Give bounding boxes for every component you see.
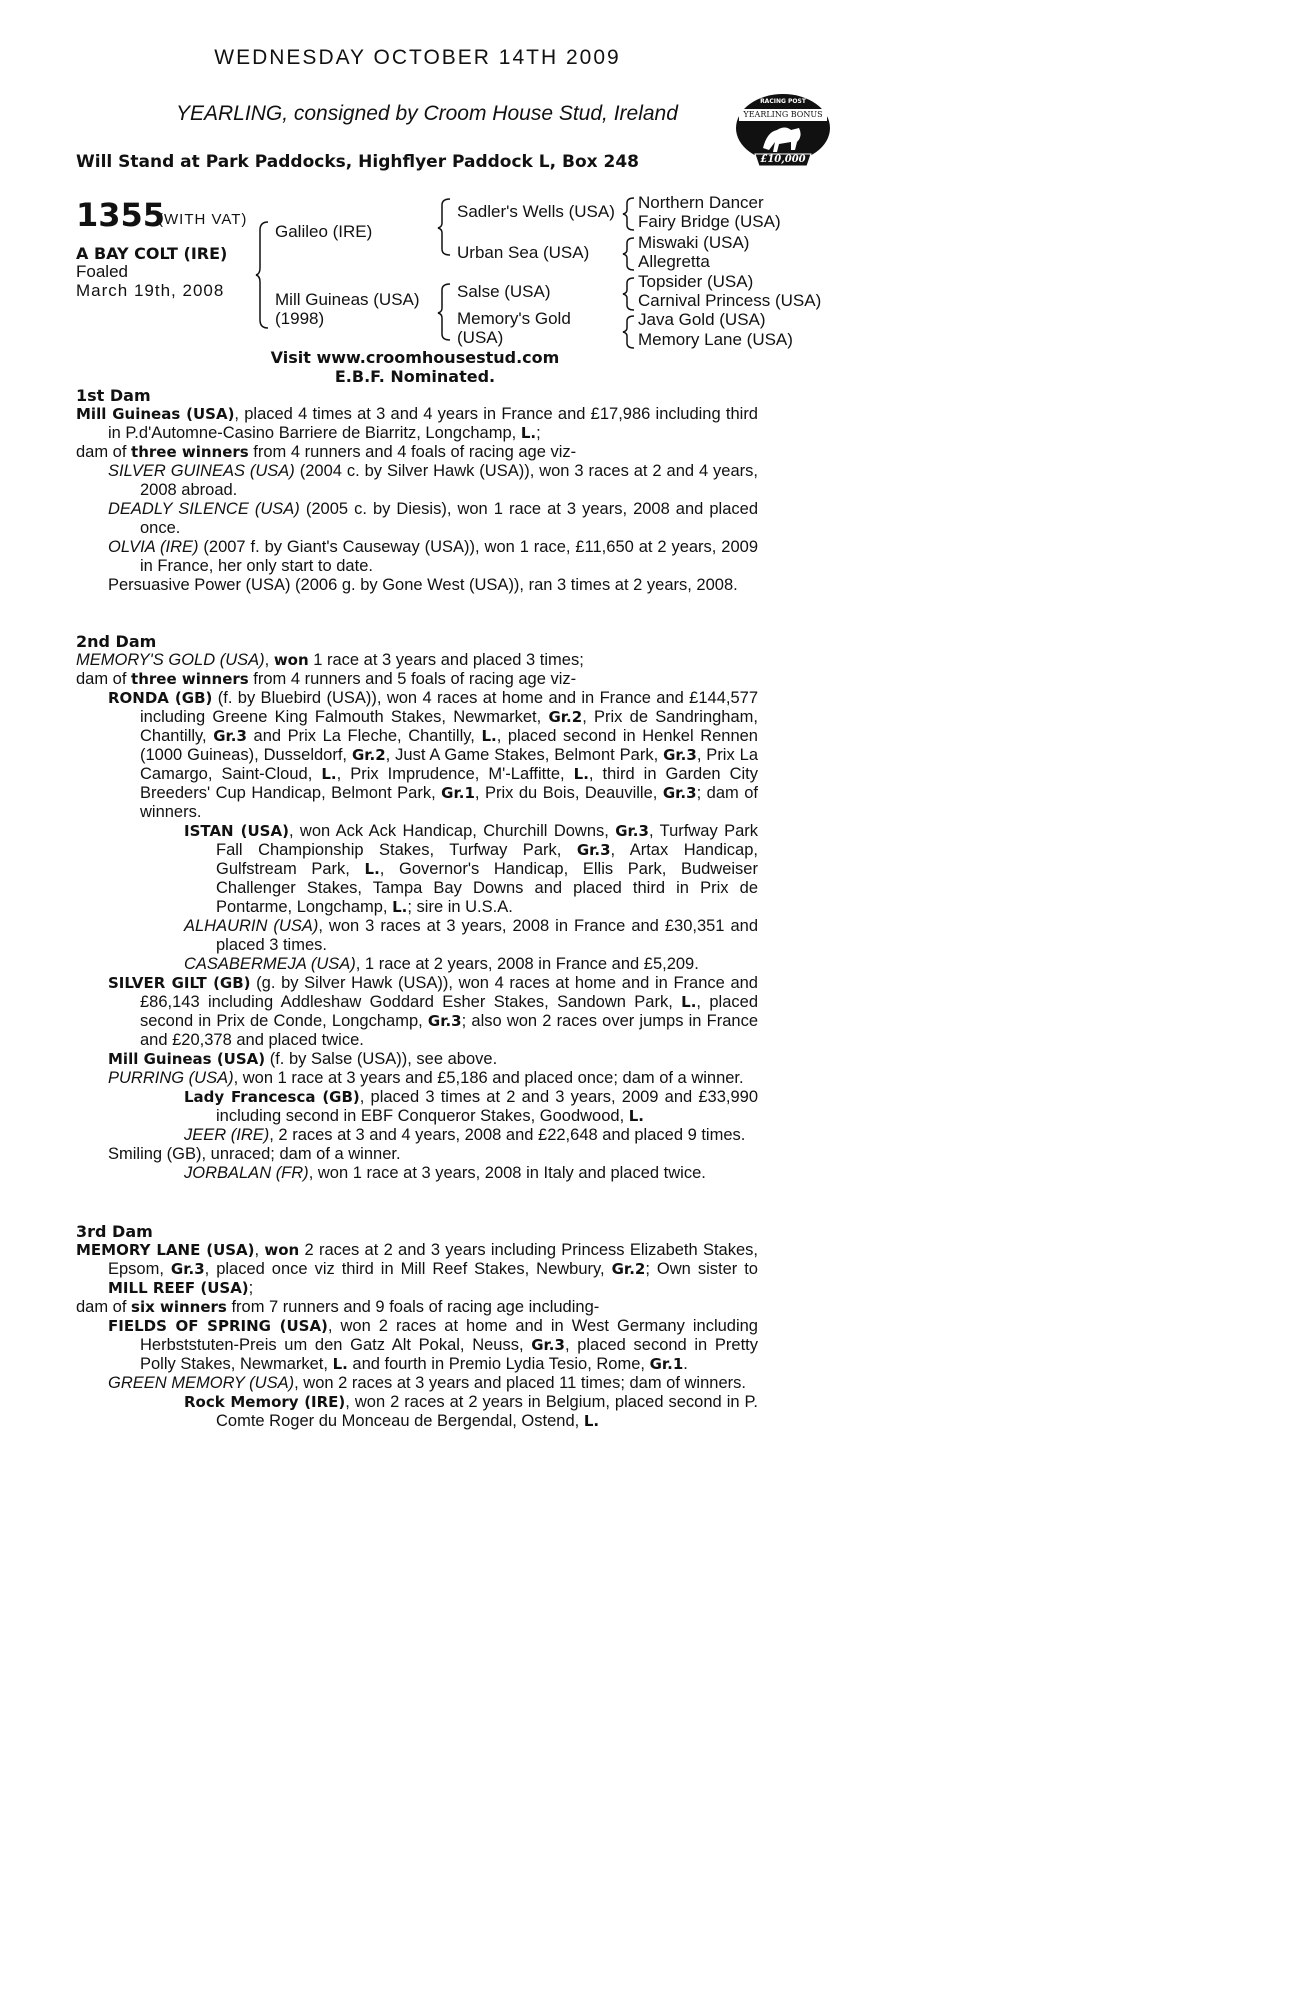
pedigree-sss: Northern Dancer bbox=[638, 193, 764, 212]
offspring-name: Rock Memory (IRE) bbox=[184, 1393, 346, 1411]
offspring-name: OLVIA (IRE) bbox=[108, 538, 199, 556]
text: from 4 runners and 5 foals of racing age viz- bbox=[248, 670, 577, 688]
dam-name: MEMORY LANE (USA) bbox=[76, 1241, 255, 1259]
ebf-nomination: E.B.F. Nominated. bbox=[334, 367, 496, 386]
winner-count: three winners bbox=[131, 670, 249, 688]
punct: . bbox=[683, 1355, 688, 1373]
t: ; also won 2 races over jumps in France and £20,378 and placed twice. bbox=[140, 1012, 758, 1049]
list-item bbox=[76, 1069, 758, 1088]
t: , won 3 races at 3 years, 2008 in France and £30,351 and placed 3 times. bbox=[216, 917, 758, 954]
sale-date: WEDNESDAY OCTOBER 14TH 2009 bbox=[214, 46, 621, 69]
t: , won Ack Ack Handicap, Churchill Downs, bbox=[288, 822, 616, 840]
t: (g. by Silver Hawk (USA)), won 4 races at home and in France and £86,143 including Addleshaw Goddard Esher Stakes, Sandown Park, bbox=[140, 974, 758, 1011]
t: , won 2 races at 2 years in Belgium, placed second in P. Comte Roger du Monceau de Bergendal, Ostend, bbox=[216, 1393, 758, 1430]
t: and Prix La Fleche, Chantilly, bbox=[246, 727, 482, 745]
won-label: won bbox=[264, 1241, 300, 1259]
t: , placed second in Henkel Rennen (1000 Guineas), Dusseldorf, bbox=[140, 727, 758, 764]
list-item bbox=[76, 462, 758, 500]
t: , Artax Handicap, Gulfstream Park, bbox=[216, 841, 758, 878]
list-item bbox=[76, 822, 758, 917]
punct: ; bbox=[248, 1279, 254, 1297]
t: , placed once viz third in Mill Reef Stakes, Newbury, bbox=[204, 1260, 612, 1278]
t: , placed 3 times at 2 and 3 years, 2009 and £33,990 including second in EBF Conqueror Stakes, Goodwood, bbox=[216, 1088, 758, 1125]
t: , Just A Game Stakes, Belmont Park, bbox=[385, 746, 664, 764]
grade-label: L. bbox=[583, 1412, 600, 1430]
offspring-name: ISTAN (USA) bbox=[184, 822, 289, 840]
pedigree-dss: Topsider (USA) bbox=[638, 272, 754, 291]
offspring-text: (2004 c. by Silver Hawk (USA)), won 3 races at 2 and 4 years, 2008 abroad. bbox=[140, 462, 758, 499]
text: dam of bbox=[76, 443, 132, 461]
t: ; dam of winners. bbox=[140, 784, 758, 821]
first-dam-record bbox=[76, 405, 758, 443]
logo-middle-text: YEARLING BONUS bbox=[743, 110, 823, 119]
punct: ; bbox=[536, 424, 541, 442]
list-item bbox=[76, 1317, 758, 1374]
foaled-label: Foaled bbox=[76, 262, 128, 281]
horse-name: A BAY COLT (IRE) bbox=[76, 244, 228, 263]
grade-label: L. bbox=[520, 424, 537, 442]
offspring-name: ALHAURIN (USA) bbox=[184, 917, 319, 935]
list-item bbox=[76, 1374, 758, 1393]
foaled-date: March 19th, 2008 bbox=[76, 281, 225, 300]
pedigree-dam: Mill Guineas (USA) bbox=[275, 290, 420, 309]
yearling-bonus-logo bbox=[733, 92, 833, 168]
list-item: Persuasive Power (USA) (2006 g. by Gone West (USA)), ran 3 times at 2 years, 2008. bbox=[108, 576, 738, 594]
offspring-name: JORBALAN (FR) bbox=[184, 1164, 309, 1182]
list-item bbox=[76, 917, 758, 955]
t: , third in Garden City Breeders' Cup Handicap, Belmont Park, bbox=[140, 765, 759, 802]
grade-label: L. bbox=[364, 860, 380, 878]
pedigree-dsd: Carnival Princess (USA) bbox=[638, 291, 822, 310]
t: , Turfway Park Fall Championship Stakes, Turfway Park, bbox=[216, 822, 759, 859]
t: , 2 races at 3 and 4 years, 2008 and £22,648 and placed 9 times. bbox=[269, 1126, 746, 1144]
offspring-name: Mill Guineas (USA) bbox=[108, 1050, 266, 1068]
won-label: won bbox=[273, 651, 309, 669]
vat-note: (WITH VAT) bbox=[158, 211, 248, 228]
grade-label: L. bbox=[628, 1107, 645, 1125]
dam-name: Mill Guineas (USA) bbox=[76, 405, 235, 423]
t: , won 1 race at 3 years, 2008 in Italy and placed twice. bbox=[308, 1164, 706, 1182]
second-dam-record bbox=[76, 651, 758, 670]
logo-top-text: RACING POST bbox=[760, 98, 806, 105]
pedigree-bracket-main bbox=[256, 220, 270, 330]
t: ; Own sister to bbox=[645, 1260, 758, 1278]
offspring-name: JEER (IRE) bbox=[184, 1126, 270, 1144]
list-item bbox=[76, 1164, 758, 1183]
offspring-name: SILVER GUINEAS (USA) bbox=[108, 462, 295, 480]
t: , placed second in Prix de Conde, Longchamp, bbox=[140, 993, 758, 1030]
grade-label: Gr.2 bbox=[351, 746, 386, 764]
t: , won 2 races at home and in West Germany including Herbststuten-Preis um den Gatz Alt Pokal, Neuss, bbox=[140, 1317, 758, 1354]
t: , won 1 race at 3 years and £5,186 and placed once; dam of a winner. bbox=[233, 1069, 744, 1087]
pedigree-sire-sire: Sadler's Wells (USA) bbox=[457, 202, 615, 221]
list-item bbox=[76, 538, 758, 576]
third-dam-produce-summary bbox=[76, 1298, 758, 1317]
pedigree-dds: Java Gold (USA) bbox=[638, 310, 766, 329]
grade-label: Gr.3 bbox=[663, 746, 697, 764]
pedigree-ddd: Memory Lane (USA) bbox=[638, 330, 793, 349]
list-item bbox=[76, 500, 758, 538]
pedigree-dam-dam-country: (USA) bbox=[457, 328, 504, 347]
text: from 7 runners and 9 foals of racing age including- bbox=[226, 1298, 600, 1316]
grade-label: Gr.1 bbox=[649, 1355, 684, 1373]
pedigree-sire-dam: Urban Sea (USA) bbox=[457, 243, 590, 262]
winner-count: three winners bbox=[131, 443, 249, 461]
list-item bbox=[76, 1393, 758, 1431]
grade-label: Gr.3 bbox=[662, 784, 697, 802]
list-item bbox=[76, 955, 758, 974]
offspring-name: SILVER GILT (GB) bbox=[108, 974, 251, 992]
grade-label: L. bbox=[332, 1355, 348, 1373]
t: (f. by Bluebird (USA)), won 4 races at home and in France and £144,577 including Greene King Falmouth Stakes, Newmarket, bbox=[140, 689, 759, 726]
offspring-name: PURRING (USA) bbox=[108, 1069, 234, 1087]
text: dam of bbox=[76, 1298, 132, 1316]
t: ; sire in U.S.A. bbox=[407, 898, 513, 916]
t: 2 races at 2 and 3 years including Princess Elizabeth Stakes, Epsom, bbox=[108, 1241, 758, 1278]
list-item bbox=[76, 1050, 758, 1069]
lot-number: 1355 bbox=[76, 196, 166, 234]
offspring-name: DEADLY SILENCE (USA) bbox=[108, 500, 300, 518]
grade-label: L. bbox=[321, 765, 337, 783]
pedigree-bracket-sd bbox=[622, 236, 636, 272]
t: , Prix La Camargo, Saint-Cloud, bbox=[140, 746, 758, 783]
first-dam-produce-summary bbox=[76, 443, 758, 462]
third-dam-record bbox=[76, 1241, 758, 1298]
t: and fourth in Premio Lydia Tesio, Rome, bbox=[347, 1355, 650, 1373]
pedigree-bracket-sire bbox=[438, 197, 452, 257]
t: , 1 race at 2 years, 2008 in France and £5,209. bbox=[355, 955, 699, 973]
grade-label: Gr.3 bbox=[576, 841, 611, 859]
grade-label: Gr.3 bbox=[615, 822, 649, 840]
pedigree-ssd: Fairy Bridge (USA) bbox=[638, 212, 781, 231]
list-item: Smiling (GB), unraced; dam of a winner. bbox=[108, 1145, 401, 1163]
stand-location: Will Stand at Park Paddocks, Highflyer Paddock L, Box 248 bbox=[76, 152, 640, 172]
offspring-name: GREEN MEMORY (USA) bbox=[108, 1374, 295, 1392]
t: , Prix Imprudence, M'-Laffitte, bbox=[336, 765, 574, 783]
grade-label: Gr.2 bbox=[611, 1260, 646, 1278]
offspring-name: CASABERMEJA (USA) bbox=[184, 955, 356, 973]
pedigree-dam-year: (1998) bbox=[275, 309, 325, 328]
sibling-name: MILL REEF (USA) bbox=[108, 1279, 249, 1297]
website-line: Visit www.croomhousestud.com bbox=[270, 348, 560, 367]
t: , Prix du Bois, Deauville, bbox=[474, 784, 663, 802]
offspring-name: Lady Francesca (GB) bbox=[184, 1088, 360, 1106]
dam-record-text: 1 race at 3 years and placed 3 times; bbox=[308, 651, 584, 669]
offspring-name: FIELDS OF SPRING (USA) bbox=[108, 1317, 328, 1335]
t: , Governor's Handicap, Ellis Park, Budweiser Challenger Stakes, Tampa Bay Downs and placed third in Prix de Pontarme, Longchamp, bbox=[216, 860, 758, 916]
grade-label: Gr.2 bbox=[548, 708, 583, 726]
grade-label: Gr.3 bbox=[531, 1336, 565, 1354]
t: , placed second in Pretty Polly Stakes, Newmarket, bbox=[140, 1336, 759, 1373]
grade-label: Gr.3 bbox=[427, 1012, 462, 1030]
second-dam-produce-summary bbox=[76, 670, 758, 689]
third-dam-heading: 3rd Dam bbox=[76, 1222, 153, 1241]
text: dam of bbox=[76, 670, 132, 688]
grade-label: Gr.3 bbox=[213, 727, 247, 745]
grade-label: Gr.1 bbox=[441, 784, 475, 802]
pedigree-bracket-dd bbox=[622, 314, 636, 350]
list-item bbox=[76, 1088, 758, 1126]
grade-label: L. bbox=[481, 727, 497, 745]
grade-label: L. bbox=[392, 898, 408, 916]
pedigree-bracket-ss bbox=[622, 196, 636, 232]
dam-record-text: , placed 4 times at 3 and 4 years in France and £17,986 including third in P.d'Automne-Casino Barriere de Biarritz, Longchamp, bbox=[108, 405, 758, 442]
offspring-text: (2007 f. by Giant's Causeway (USA)), won 1 race, £11,650 at 2 years, 2009 in France, her only start to date. bbox=[140, 538, 759, 575]
first-dam-heading: 1st Dam bbox=[76, 386, 151, 405]
list-item bbox=[76, 974, 758, 1050]
list-item bbox=[76, 689, 758, 822]
pedigree-dam-sire: Salse (USA) bbox=[457, 282, 551, 301]
punct: , bbox=[264, 651, 274, 669]
grade-label: L. bbox=[573, 765, 589, 783]
pedigree-sds: Miswaki (USA) bbox=[638, 233, 750, 252]
grade-label: L. bbox=[681, 993, 697, 1011]
offspring-text: (2005 c. by Diesis), won 1 race at 3 years, 2008 and placed once. bbox=[140, 500, 758, 537]
pedigree-sdd: Allegretta bbox=[638, 252, 710, 271]
first-dam-section bbox=[76, 386, 758, 595]
offspring-name: RONDA (GB) bbox=[108, 689, 213, 707]
punct: , bbox=[254, 1241, 265, 1259]
second-dam-section bbox=[76, 632, 758, 1183]
third-dam-section bbox=[76, 1222, 758, 1431]
text: from 4 runners and 4 foals of racing age viz- bbox=[248, 443, 577, 461]
second-dam-heading: 2nd Dam bbox=[76, 632, 157, 651]
pedigree-bracket-ds bbox=[622, 276, 636, 312]
consignor-line: YEARLING, consigned by Croom House Stud, Ireland bbox=[176, 102, 678, 125]
t: , Prix de Sandringham, Chantilly, bbox=[140, 708, 758, 745]
winner-count: six winners bbox=[131, 1298, 227, 1316]
logo-bottom-text: £10,000 bbox=[760, 154, 806, 165]
t: , won 2 races at 3 years and placed 11 times; dam of winners. bbox=[294, 1374, 746, 1392]
t: (f. by Salse (USA)), see above. bbox=[265, 1050, 498, 1068]
pedigree-bracket-dam bbox=[438, 282, 452, 342]
grade-label: Gr.3 bbox=[170, 1260, 205, 1278]
dam-name: MEMORY'S GOLD (USA) bbox=[76, 651, 265, 669]
list-item bbox=[76, 1126, 758, 1145]
pedigree-sire: Galileo (IRE) bbox=[275, 222, 373, 241]
pedigree-dam-dam: Memory's Gold bbox=[457, 309, 571, 328]
